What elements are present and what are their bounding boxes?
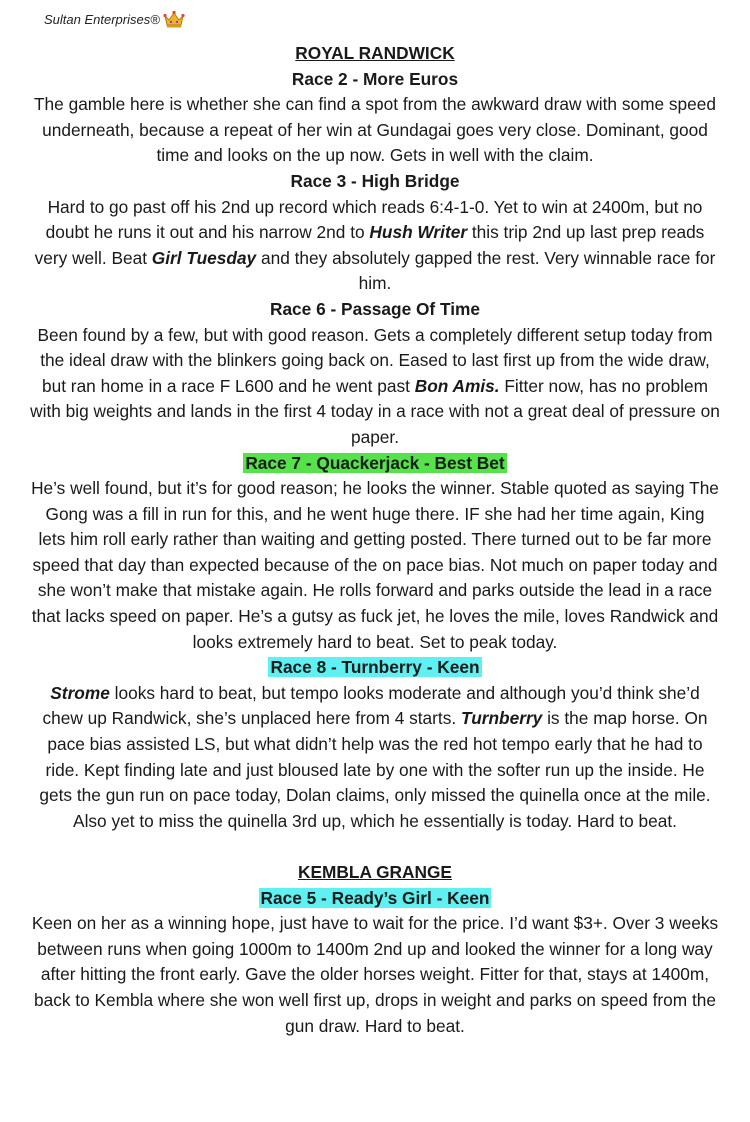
race-title-text: Race 8 - Turnberry - Keen bbox=[270, 657, 480, 678]
brand-header bbox=[44, 10, 185, 28]
race-analysis bbox=[30, 323, 720, 451]
race-title-text: Race 3 - High Bridge bbox=[290, 170, 460, 191]
venue-heading: ROYAL RANDWICK bbox=[295, 43, 455, 63]
race-analysis bbox=[30, 911, 720, 1039]
race-analysis bbox=[30, 92, 720, 169]
section-spacer bbox=[30, 834, 720, 860]
horse-name: Girl Tuesday bbox=[151, 247, 257, 268]
horse-name: Turnberry bbox=[460, 708, 543, 729]
race-title-text: Race 5 - Ready’s Girl - Keen bbox=[260, 887, 490, 908]
race-title bbox=[30, 169, 720, 195]
race-title bbox=[30, 886, 720, 912]
analysis-text: Been found by a few, but with good reason. Gets a completely different setup today from the ideal draw with the blinkers going back on. Eased to last first up from the wide draw, but ran home in a race F L600 and he went past bbox=[37, 324, 713, 396]
race-title bbox=[30, 451, 720, 477]
race-analysis bbox=[30, 476, 720, 655]
analysis-text: Hard to go past off his 2nd up record which reads 6:4-1-0. Yet to win at 2400m, but no doubt he runs it out and his narrow 2nd to bbox=[45, 196, 703, 243]
race-analysis bbox=[30, 681, 720, 835]
race-title-text: Race 6 - Passage Of Time bbox=[269, 298, 481, 319]
race-title bbox=[30, 655, 720, 681]
venue-heading: KEMBLA GRANGE bbox=[298, 862, 452, 882]
race-title bbox=[30, 297, 720, 323]
race-title bbox=[30, 67, 720, 93]
analysis-text: and they absolutely gapped the rest. Very winnable race for him. bbox=[256, 247, 716, 294]
analysis-text: Keen on her as a winning hope, just have to wait for the price. I’d want $3+. Over 3 weeks between runs when going 1000m to 1400m 2nd up and looked the winner for a long way after hitting the front early. Gave the older horses weight. Fitter for that, stays at 1400m, back to Kembla where she won well first up, drops in weight and parks on speed from the gun draw. Hard to beat. bbox=[31, 913, 719, 1036]
horse-name: Hush Writer bbox=[369, 222, 468, 243]
race-title-text: Race 2 - More Euros bbox=[291, 68, 459, 89]
race-title-text: Race 7 - Quackerjack - Best Bet bbox=[245, 452, 505, 473]
race-analysis bbox=[30, 195, 720, 297]
analysis-text: Fitter now, has no problem with big weights and lands in the first 4 today in a race with not a great deal of pressure on paper. bbox=[30, 375, 720, 447]
analysis-text: this trip 2nd up last prep reads very well. Beat bbox=[34, 222, 705, 268]
tips-document bbox=[30, 41, 720, 1039]
analysis-text: looks hard to beat, but tempo looks moderate and although you’d think she’d chew up Randwick, she’s unplaced here from 4 starts. bbox=[42, 682, 700, 729]
analysis-text: is the map horse. On pace bias assisted LS, but what didn’t help was the red hot tempo early that he had to ride. Kept finding late and just bloused late by one with the softer run up the inside. He gets the gun run on pace today, Dolan claims, only missed the quinella once at the mile. Also yet to miss the quinella 3rd up, which he essentially is today. Hard to beat. bbox=[39, 708, 711, 831]
horse-name: Bon Amis. bbox=[414, 375, 500, 396]
analysis-text: The gamble here is whether she can find a spot from the awkward draw with some speed underneath, because a repeat of her win at Gundagai goes very close. Dominant, good time and looks on the up now. Gets in well with the claim. bbox=[34, 94, 716, 166]
horse-name: Strome bbox=[50, 682, 110, 703]
brand-name: Sultan Enterprises® bbox=[44, 11, 160, 27]
crown-icon bbox=[163, 10, 185, 28]
analysis-text: He’s well found, but it’s for good reason; he looks the winner. Stable quoted as saying The Gong was a fill in run for this, and he went huge there. IF she had her time again, King lets him roll early rather than waiting and getting posted. There turned out to be far more speed that day than expected because of the on pace bias. Not much on paper today and she won’t make that mistake again. He rolls forward and parks outside the lead in a race that lacks speed on paper. He’s a gutsy as fuck jet, he loves the mile, loves Randwick and looks extremely hard to beat. Set to peak today. bbox=[31, 478, 719, 652]
